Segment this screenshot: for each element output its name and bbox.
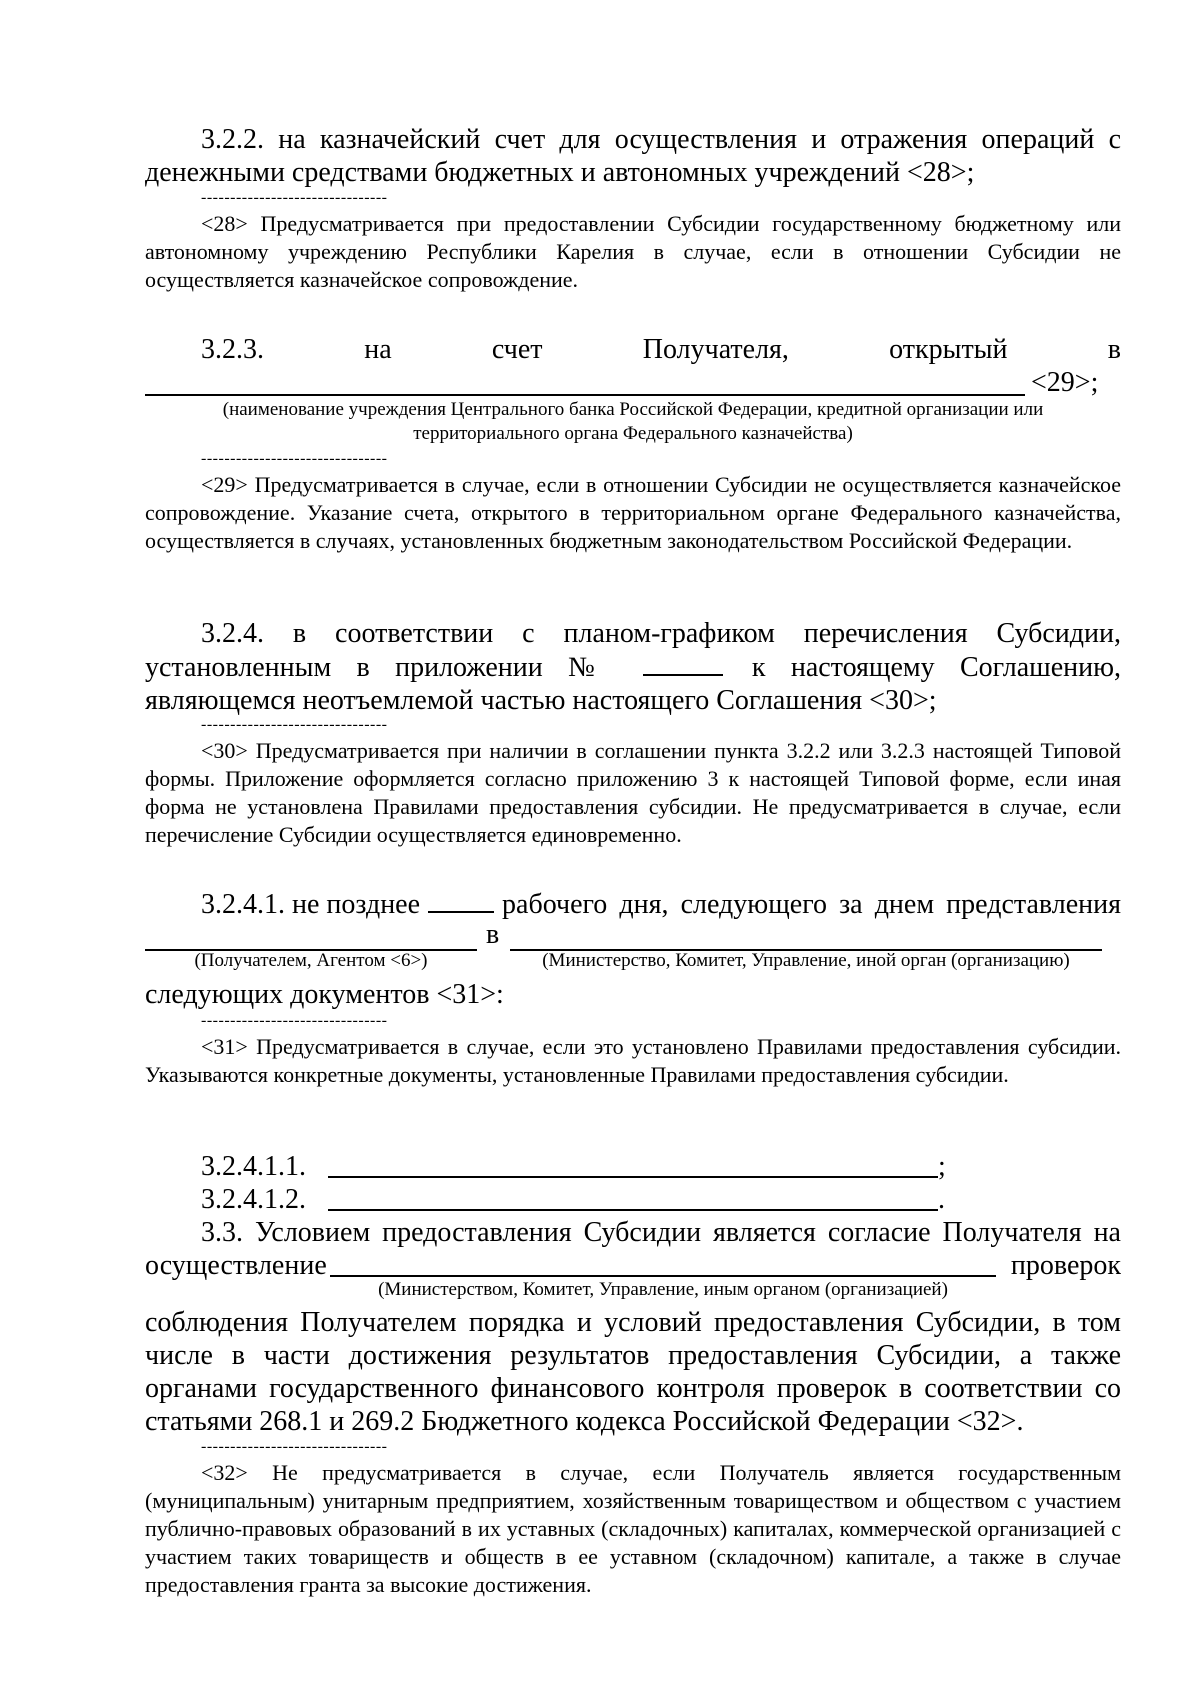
footnote-28: <28> Предусматривается при предоставлении Субсидии государственному бюджетному или автономному учреждению Республики Карелия в случае, если в отношении Субсидии не осуществляется казначейское сопровождение. (145, 211, 1121, 292)
recipient-caption: (Получателем, Агентом <6>) (194, 950, 428, 971)
paragraph-3-2-3-line1 (201, 333, 1121, 366)
p324-text-2: к настоящему Соглашению, являющемся неотъемлемой частью настоящего Соглашения <30>; (145, 652, 1122, 716)
p32411-end: ; (938, 1151, 946, 1182)
document-1-blank (328, 1176, 938, 1178)
p323-word-6: в (1107, 334, 1121, 365)
p323-word-4: Получателя, (642, 334, 789, 365)
p32411-label: 3.2.4.1.1. (201, 1151, 306, 1182)
footnote-29: <29> Предусматривается в случае, если в отношении Субсидии не осуществляется казначейское сопровождение. Указание счета, открытого в территориальном органе Федерального казначейства, осуществляется в случаях, установленных бюджетным законодательством Российской Федерации. (145, 472, 1121, 553)
p323-word-5: открытый (889, 334, 1008, 365)
footnote-separator: -------------------------------- (201, 450, 388, 467)
paragraph-3-2-2: 3.2.2. на казначейский счет для осуществления и отражения операций с денежными средствами бюджетных и автономных учреждений <28>; (145, 124, 1121, 188)
footnote-31: <31> Предусматривается в случае, если это установлено Правилами предоставления субсидии. Указываются конкретные документы, установленные Правилами предоставления субсидии. (145, 1034, 1121, 1087)
footnote-separator: -------------------------------- (201, 189, 388, 206)
footnote-separator: -------------------------------- (201, 1438, 388, 1455)
p323-word-3: счет (491, 334, 543, 365)
bank-name-blank (145, 394, 1025, 396)
paragraph-3-2-4-1-line1 (201, 887, 1121, 921)
p33-pre: осуществление (145, 1250, 327, 1281)
paragraph-3-3-line1: 3.3. Условием предоставления Субсидии является согласие Получателя на (201, 1217, 1121, 1248)
p324-text-1: 3.2.4. в соответствии с планом-графиком перечисления Субсидии, установленным в приложении № (145, 618, 1121, 683)
footnote-separator: -------------------------------- (201, 1012, 388, 1029)
p3241-text-1: 3.2.4.1. не позднее (201, 889, 421, 920)
footnote-32: <32> Не предусматривается в случае, если Получатель является государственным (муниципальным) унитарным предприятием, хозяйственным товариществом и обществом с участием публично-правовых образований в их уставных (складочных) капиталах, коммерческой организацией с участием таких товариществ и обществ в ее уставном (складочном) капитале, а также в случае предоставления гранта за высокие достижения. (145, 1460, 1121, 1597)
bank-name-caption-1: (наименование учреждения Центрального банка Российской Федерации, кредитной организации или (222, 399, 1044, 420)
authority-caption: (Министерство, Комитет, Управление, иной орган (организацию) (542, 950, 1070, 971)
paragraph-3-2-4-1-1 (201, 1150, 961, 1183)
p323-word-1: 3.2.3. (201, 334, 264, 365)
p32412-label: 3.2.4.1.2. (201, 1184, 306, 1215)
inspector-blank (330, 1275, 996, 1277)
days-blank (428, 887, 494, 913)
paragraph-3-2-4 (145, 617, 1121, 717)
footnote-ref-29: <29>; (1031, 367, 1099, 398)
paragraph-3-3-rest: соблюдения Получателем порядка и условий предоставления Субсидии, в том числе в части достижения результатов предоставления Субсидии, а также органами государственного финансового контроля проверок в соответствии со статьями 268.1 и 269.2 Бюджетного кодекса Российской Федерации <32>. (145, 1307, 1121, 1437)
paragraph-3-2-4-1-2 (201, 1183, 961, 1216)
bank-name-caption-2: территориального органа Федерального казначейства) (413, 423, 853, 444)
document-2-blank (328, 1209, 938, 1211)
p32412-end: . (938, 1184, 945, 1215)
p3241-mid: в (486, 919, 500, 950)
p33-post: проверок (1010, 1250, 1121, 1281)
footnote-30: <30> Предусматривается при наличии в соглашении пункта 3.2.2 или 3.2.3 настоящей Типовой формы. Приложение оформляется согласно приложению 3 к настоящей Типовой форме, если иная форма не установлена Правилами предоставления субсидии. Не предусматривается в случае, если перечисление Субсидии осуществляется единовременно. (145, 738, 1121, 847)
appendix-number-blank (643, 650, 723, 676)
footnote-separator: -------------------------------- (201, 716, 388, 733)
p3241-tail: следующих документов <31>: (145, 979, 504, 1010)
inspector-caption: (Министерством, Комитет, Управление, иным органом (организацией) (378, 1279, 948, 1300)
p3241-text-2: рабочего дня, следующего за днем представления (502, 889, 1121, 920)
p323-word-2: на (364, 334, 392, 365)
